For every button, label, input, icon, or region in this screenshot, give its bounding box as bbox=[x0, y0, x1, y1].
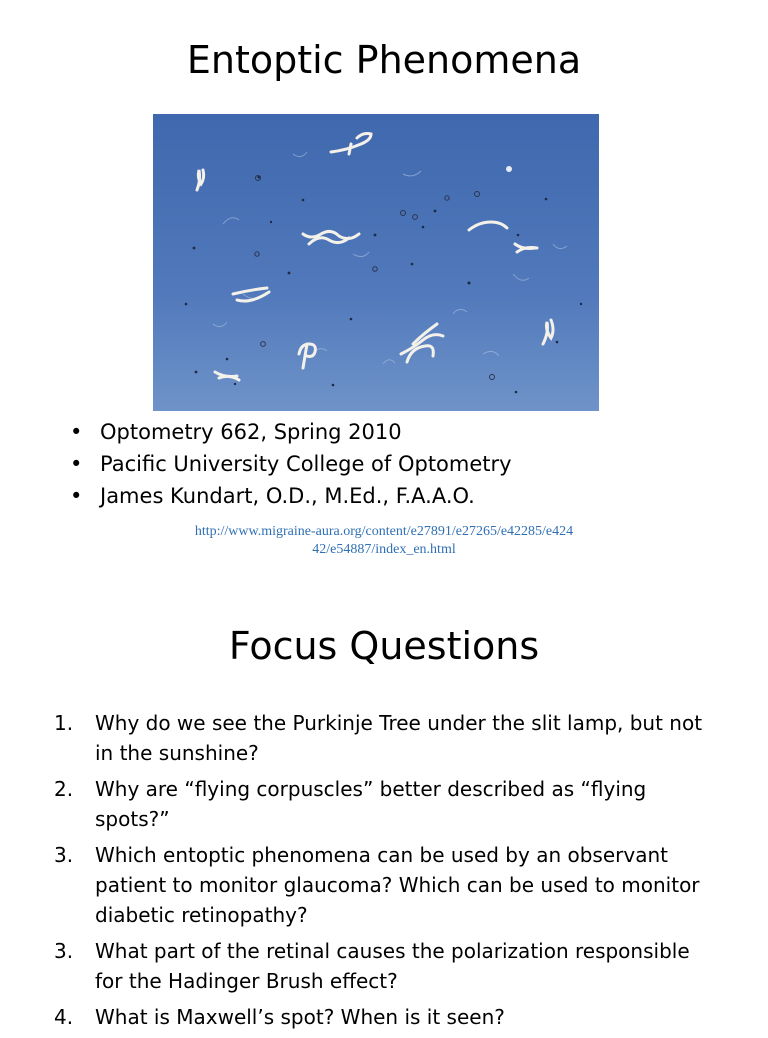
course-info-list bbox=[70, 416, 512, 512]
question-number: 3. bbox=[54, 843, 74, 867]
question-number: 3. bbox=[54, 939, 74, 963]
focus-questions-list bbox=[54, 708, 714, 1038]
image-source-link[interactable]: http://www.migraine-aura.org/content/e27891/e27265/e42285/e42442/e54887/index_en.html bbox=[194, 524, 574, 557]
bullet-college: • Pacific University College of Optometry bbox=[70, 448, 512, 480]
question-text: What is Maxwell’s spot? When is it seen? bbox=[95, 1005, 505, 1029]
question-text: What part of the retinal causes the polarization responsible for the Hadinger Brush effect? bbox=[95, 939, 690, 993]
question-text: Why are “flying corpuscles” better described as “flying spots?” bbox=[95, 777, 647, 831]
question-number: 2. bbox=[54, 777, 74, 801]
bullet-course: • Optometry 662, Spring 2010 bbox=[70, 416, 512, 448]
question-text: Why do we see the Purkinje Tree under the slit lamp, but not in the sunshine? bbox=[95, 711, 703, 765]
question-item bbox=[54, 708, 714, 768]
slide-title: Entoptic Phenomena bbox=[186, 38, 582, 82]
section-title: Focus Questions bbox=[228, 624, 540, 668]
question-number: 4. bbox=[54, 1005, 74, 1029]
bullet-instructor: • James Kundart, O.D., M.Ed., F.A.A.O. bbox=[70, 480, 512, 512]
question-number: 1. bbox=[54, 711, 74, 735]
question-item bbox=[54, 1002, 714, 1032]
question-item bbox=[54, 936, 714, 996]
question-item bbox=[54, 774, 714, 834]
floaters-photo bbox=[153, 114, 599, 411]
question-text: Which entoptic phenomena can be used by an observant patient to monitor glaucoma? Which can be used to monitor diabetic retinopathy? bbox=[95, 843, 700, 927]
question-item bbox=[54, 840, 714, 930]
